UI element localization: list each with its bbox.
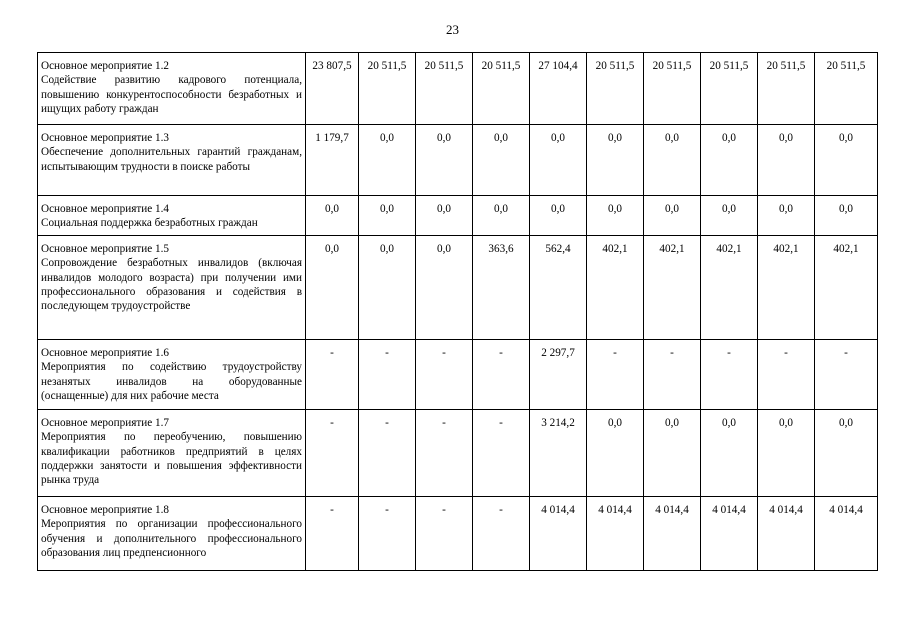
value-cell: 0,0	[644, 125, 701, 196]
value-cell: -	[416, 339, 473, 409]
value-cell: -	[359, 496, 416, 570]
value-cell: 20 511,5	[701, 53, 758, 125]
activity-cell	[38, 235, 306, 339]
value-cell: -	[587, 339, 644, 409]
value-cell: 0,0	[758, 409, 815, 496]
value-cell: 0,0	[587, 196, 644, 236]
activity-title: Основное мероприятие 1.2	[41, 60, 169, 72]
value-cell: -	[306, 339, 359, 409]
value-cell: 0,0	[758, 125, 815, 196]
activity-cell	[38, 196, 306, 236]
value-cell: 0,0	[815, 196, 878, 236]
value-cell: 0,0	[587, 409, 644, 496]
value-cell: -	[359, 409, 416, 496]
value-cell: 1 179,7	[306, 125, 359, 196]
value-cell: 0,0	[306, 196, 359, 236]
activity-description: Мероприятия по организации профессионального обучения и дополнительного профессионального образования лиц предпенсионного	[41, 518, 302, 560]
value-cell: 4 014,4	[701, 496, 758, 570]
activity-title: Основное мероприятие 1.6	[41, 346, 169, 359]
activity-cell	[38, 53, 306, 125]
value-cell: 0,0	[416, 235, 473, 339]
value-cell: 20 511,5	[473, 53, 530, 125]
value-cell: 0,0	[416, 125, 473, 196]
value-cell: 20 511,5	[758, 53, 815, 125]
table-row	[38, 235, 878, 339]
activity-description: Мероприятия по содействию трудоустройству незанятых инвалидов на оборудованные (оснащенные) для них рабочие места	[41, 361, 302, 403]
value-cell: 23 807,5	[306, 53, 359, 125]
value-cell: 0,0	[815, 409, 878, 496]
activity-cell	[38, 409, 306, 496]
value-cell: 0,0	[473, 196, 530, 236]
activity-description: Обеспечение дополнительных гарантий гражданам, испытывающим трудности в поиске работы	[41, 146, 302, 173]
activity-cell	[38, 125, 306, 196]
value-cell: 0,0	[587, 125, 644, 196]
value-cell: -	[359, 339, 416, 409]
value-cell: 0,0	[701, 125, 758, 196]
activity-title: Основное мероприятие 1.3	[41, 132, 169, 144]
table-row	[38, 53, 878, 125]
activity-title: Основное мероприятие 1.7	[41, 416, 169, 429]
value-cell: 0,0	[758, 196, 815, 236]
value-cell: -	[701, 339, 758, 409]
value-cell: 2 297,7	[530, 339, 587, 409]
value-cell: 0,0	[473, 125, 530, 196]
value-cell: 363,6	[473, 235, 530, 339]
value-cell: 402,1	[644, 235, 701, 339]
value-cell: 20 511,5	[587, 53, 644, 125]
budget-table	[37, 52, 878, 571]
value-cell: 20 511,5	[416, 53, 473, 125]
value-cell: 0,0	[644, 196, 701, 236]
value-cell: 4 014,4	[530, 496, 587, 570]
table-row	[38, 409, 878, 496]
table-row	[38, 196, 878, 236]
value-cell: 0,0	[530, 125, 587, 196]
value-cell: 20 511,5	[359, 53, 416, 125]
table-row	[38, 125, 878, 196]
activity-description: Содействие развитию кадрового потенциала, повышению конкурентоспособности безработных и ищущих работу граждан	[41, 74, 302, 116]
activity-title: Основное мероприятие 1.5	[41, 242, 169, 255]
value-cell: 0,0	[644, 409, 701, 496]
value-cell: 20 511,5	[644, 53, 701, 125]
value-cell: -	[473, 339, 530, 409]
value-cell: -	[644, 339, 701, 409]
value-cell: 402,1	[815, 235, 878, 339]
value-cell: 4 014,4	[815, 496, 878, 570]
activity-title: Основное мероприятие 1.4	[41, 203, 169, 215]
value-cell: 0,0	[359, 125, 416, 196]
value-cell: 4 014,4	[587, 496, 644, 570]
value-cell: -	[416, 409, 473, 496]
value-cell: 562,4	[530, 235, 587, 339]
value-cell: 0,0	[359, 235, 416, 339]
activity-description: Сопровождение безработных инвалидов (включая инвалидов молодого возраста) при получении ими профессионального образования и содействия в последующем трудоустройстве	[41, 257, 302, 313]
value-cell: 27 104,4	[530, 53, 587, 125]
value-cell: 3 214,2	[530, 409, 587, 496]
value-cell: 0,0	[815, 125, 878, 196]
value-cell: 4 014,4	[644, 496, 701, 570]
value-cell: 0,0	[701, 196, 758, 236]
value-cell: 0,0	[359, 196, 416, 236]
activity-cell	[38, 339, 306, 409]
value-cell: 0,0	[306, 235, 359, 339]
value-cell: 0,0	[530, 196, 587, 236]
value-cell: -	[473, 409, 530, 496]
value-cell: -	[815, 339, 878, 409]
value-cell: -	[306, 409, 359, 496]
table-row	[38, 496, 878, 570]
activity-cell	[38, 496, 306, 570]
value-cell: -	[758, 339, 815, 409]
value-cell: 402,1	[701, 235, 758, 339]
activity-title: Основное мероприятие 1.8	[41, 503, 169, 516]
table-row	[38, 339, 878, 409]
table-body	[38, 53, 878, 571]
value-cell: 20 511,5	[815, 53, 878, 125]
activity-description: Мероприятия по переобучению, повышению квалификации работников предприятий в целях поддержки занятости и повышения эффективности рынка труда	[41, 431, 302, 487]
activity-description: Социальная поддержка безработных граждан	[41, 217, 258, 230]
value-cell: -	[416, 496, 473, 570]
value-cell: 0,0	[416, 196, 473, 236]
value-cell: 402,1	[587, 235, 644, 339]
value-cell: -	[306, 496, 359, 570]
page-number: 23	[446, 22, 459, 37]
value-cell: 4 014,4	[758, 496, 815, 570]
value-cell: -	[473, 496, 530, 570]
value-cell: 0,0	[701, 409, 758, 496]
value-cell: 402,1	[758, 235, 815, 339]
